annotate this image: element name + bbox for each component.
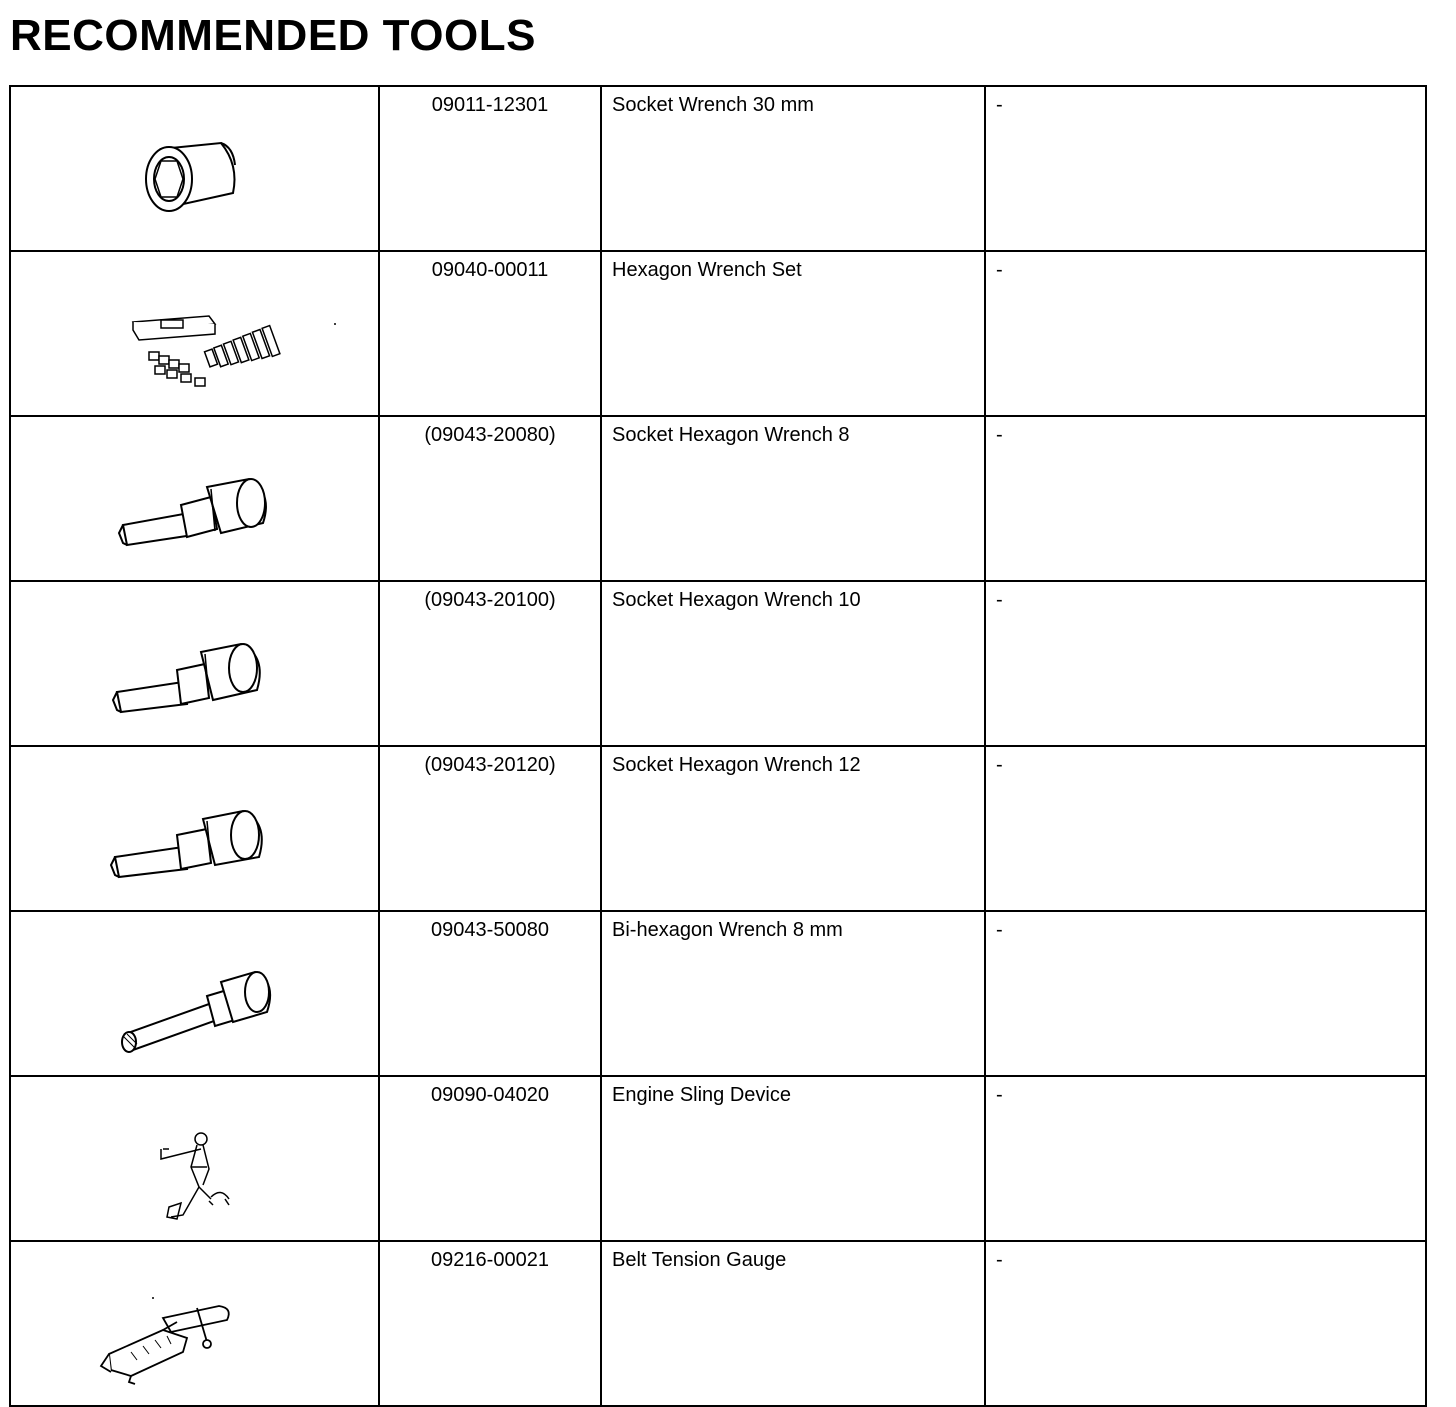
tool-image-cell [10, 86, 379, 251]
hex-socket-icon [11, 582, 380, 739]
table-row [10, 86, 1426, 251]
tool-note: - [985, 911, 1426, 1076]
part-number: (09043-20120) [379, 746, 601, 911]
bihex-socket-icon [11, 912, 380, 1069]
tool-note: - [985, 1076, 1426, 1241]
tool-name: Belt Tension Gauge [601, 1241, 985, 1406]
tool-name: Socket Hexagon Wrench 10 [601, 581, 985, 746]
tool-name: Engine Sling Device [601, 1076, 985, 1241]
tool-note: - [985, 1241, 1426, 1406]
hex-socket-icon [11, 747, 380, 904]
tool-image-cell [10, 746, 379, 911]
table-row [10, 581, 1426, 746]
tool-image-cell [10, 911, 379, 1076]
part-number: 09090-04020 [379, 1076, 601, 1241]
part-number: 09216-00021 [379, 1241, 601, 1406]
hex-socket-icon [11, 417, 380, 574]
part-number: 09043-50080 [379, 911, 601, 1076]
part-number: (09043-20080) [379, 416, 601, 581]
tool-image-cell [10, 416, 379, 581]
tool-image-cell [10, 1241, 379, 1406]
tools-table [9, 85, 1427, 1407]
tool-name: Hexagon Wrench Set [601, 251, 985, 416]
part-number: 09040-00011 [379, 251, 601, 416]
tool-note: - [985, 746, 1426, 911]
table-row [10, 416, 1426, 581]
tool-note: - [985, 416, 1426, 581]
table-row [10, 1076, 1426, 1241]
tool-name: Socket Hexagon Wrench 12 [601, 746, 985, 911]
tool-note: - [985, 251, 1426, 416]
sling-icon [11, 1077, 380, 1234]
table-row [10, 251, 1426, 416]
tool-note: - [985, 581, 1426, 746]
tool-image-cell [10, 581, 379, 746]
table-row [10, 746, 1426, 911]
table-row [10, 1241, 1426, 1406]
tool-name: Bi-hexagon Wrench 8 mm [601, 911, 985, 1076]
gauge-icon [11, 1242, 380, 1399]
page-title: RECOMMENDED TOOLS [10, 11, 536, 60]
tool-name: Socket Hexagon Wrench 8 [601, 416, 985, 581]
part-number: 09011-12301 [379, 86, 601, 251]
socket-icon [11, 87, 380, 244]
tool-name: Socket Wrench 30 mm [601, 86, 985, 251]
tool-image-cell [10, 251, 379, 416]
part-number: (09043-20100) [379, 581, 601, 746]
table-row [10, 911, 1426, 1076]
tool-note: - [985, 86, 1426, 251]
tool-image-cell [10, 1076, 379, 1241]
hexagon-set-icon [11, 252, 380, 409]
